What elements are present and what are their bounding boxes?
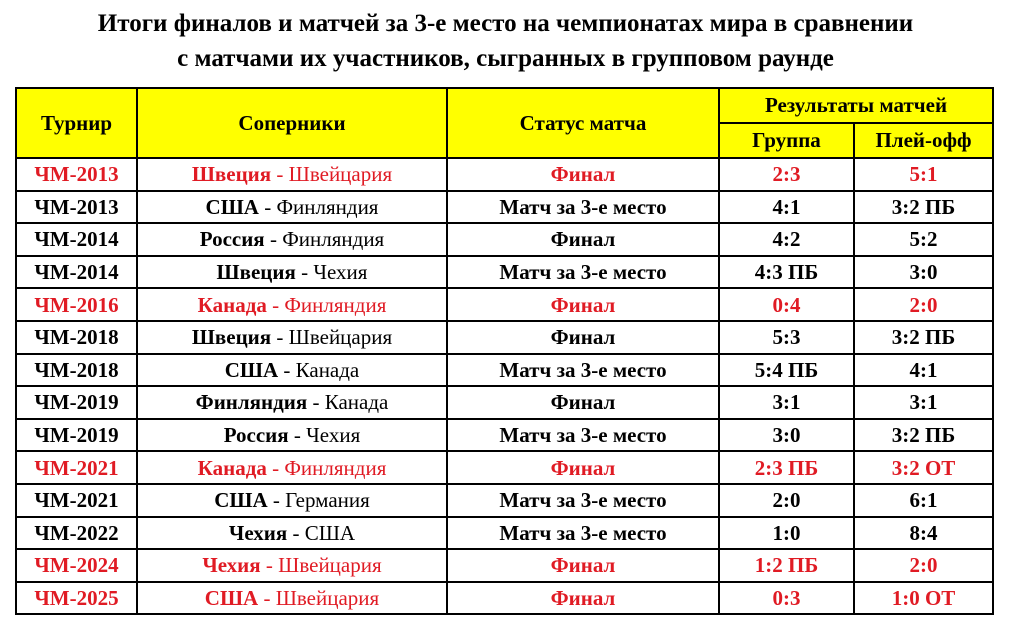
cell-tournament: ЧМ-2021 bbox=[16, 451, 137, 484]
team-separator: - bbox=[258, 586, 276, 611]
team-2: Чехия bbox=[313, 260, 368, 285]
team-separator: - bbox=[266, 455, 285, 480]
cell-tournament: ЧМ-2019 bbox=[16, 419, 137, 452]
cell-tournament: ЧМ-2014 bbox=[16, 256, 137, 289]
page-title bbox=[0, 6, 1011, 76]
cell-status: Финал bbox=[447, 321, 719, 354]
cell-tournament: ЧМ-2022 bbox=[16, 517, 137, 550]
team-separator: - bbox=[271, 325, 289, 350]
table-row bbox=[16, 549, 993, 582]
team-1: США bbox=[224, 357, 279, 382]
cell-group-score: 5:4 ПБ bbox=[719, 354, 854, 387]
header-status: Статус матча bbox=[447, 88, 719, 158]
cell-opponents bbox=[137, 484, 447, 517]
cell-status: Финал bbox=[447, 549, 719, 582]
cell-opponents bbox=[137, 451, 447, 484]
cell-group-score: 4:2 bbox=[719, 223, 854, 256]
cell-tournament: ЧМ-2018 bbox=[16, 354, 137, 387]
cell-status: Финал bbox=[447, 451, 719, 484]
team-separator: - bbox=[260, 553, 279, 578]
header-tournament: Турнир bbox=[16, 88, 137, 158]
cell-group-score: 5:3 bbox=[719, 321, 854, 354]
team-2: Швейцария bbox=[275, 586, 380, 611]
cell-status: Финал bbox=[447, 288, 719, 321]
team-separator: - bbox=[307, 390, 325, 415]
cell-tournament: ЧМ-2021 bbox=[16, 484, 137, 517]
cell-playoff-score: 3:2 ПБ bbox=[854, 191, 993, 224]
cell-status: Финал bbox=[447, 158, 719, 191]
cell-tournament: ЧМ-2019 bbox=[16, 386, 137, 419]
cell-playoff-score: 1:0 ОТ bbox=[854, 582, 993, 615]
cell-playoff-score: 3:1 bbox=[854, 386, 993, 419]
header-group: Группа bbox=[719, 123, 854, 158]
team-1: Швеция bbox=[216, 260, 296, 285]
cell-group-score: 0:4 bbox=[719, 288, 854, 321]
cell-playoff-score: 5:1 bbox=[854, 158, 993, 191]
team-2: США bbox=[304, 520, 356, 545]
cell-opponents bbox=[137, 321, 447, 354]
team-separator: - bbox=[264, 227, 283, 252]
team-1: Канада bbox=[197, 455, 267, 480]
team-2: Чехия bbox=[306, 423, 361, 448]
cell-status: Матч за 3-е место bbox=[447, 256, 719, 289]
team-separator: - bbox=[267, 488, 286, 513]
cell-status: Финал bbox=[447, 386, 719, 419]
team-1: Канада bbox=[197, 292, 267, 317]
team-2: Финляндия bbox=[276, 194, 379, 219]
cell-status: Матч за 3-е место bbox=[447, 517, 719, 550]
team-separator: - bbox=[258, 194, 277, 219]
cell-tournament: ЧМ-2025 bbox=[16, 582, 137, 615]
cell-tournament: ЧМ-2013 bbox=[16, 191, 137, 224]
cell-opponents bbox=[137, 191, 447, 224]
cell-tournament: ЧМ-2014 bbox=[16, 223, 137, 256]
cell-opponents bbox=[137, 256, 447, 289]
team-1: Швеция bbox=[191, 162, 272, 187]
cell-status: Матч за 3-е место bbox=[447, 191, 719, 224]
team-separator: - bbox=[295, 260, 314, 285]
team-2: Швейцария bbox=[278, 553, 382, 578]
team-2: Финляндия bbox=[284, 455, 387, 480]
cell-status: Матч за 3-е место bbox=[447, 419, 719, 452]
cell-playoff-score: 2:0 bbox=[854, 288, 993, 321]
cell-opponents bbox=[137, 288, 447, 321]
team-separator: - bbox=[271, 162, 289, 187]
team-1: Россия bbox=[223, 423, 289, 448]
table-row bbox=[16, 256, 993, 289]
cell-tournament: ЧМ-2018 bbox=[16, 321, 137, 354]
cell-group-score: 3:1 bbox=[719, 386, 854, 419]
cell-status: Матч за 3-е место bbox=[447, 484, 719, 517]
cell-tournament: ЧМ-2024 bbox=[16, 549, 137, 582]
cell-playoff-score: 4:1 bbox=[854, 354, 993, 387]
table-row bbox=[16, 419, 993, 452]
cell-playoff-score: 3:2 ПБ bbox=[854, 419, 993, 452]
header-results: Результаты матчей bbox=[719, 88, 993, 123]
team-1: Чехия bbox=[228, 520, 288, 545]
team-2: Канада bbox=[324, 390, 389, 415]
cell-status: Финал bbox=[447, 223, 719, 256]
cell-group-score: 4:3 ПБ bbox=[719, 256, 854, 289]
table-row bbox=[16, 386, 993, 419]
cell-playoff-score: 3:0 bbox=[854, 256, 993, 289]
cell-tournament: ЧМ-2016 bbox=[16, 288, 137, 321]
cell-opponents bbox=[137, 386, 447, 419]
table-row bbox=[16, 517, 993, 550]
cell-group-score: 0:3 bbox=[719, 582, 854, 615]
results-table bbox=[15, 87, 994, 615]
cell-group-score: 1:0 bbox=[719, 517, 854, 550]
team-1: Финляндия bbox=[195, 390, 308, 415]
cell-playoff-score: 3:2 ПБ bbox=[854, 321, 993, 354]
cell-opponents bbox=[137, 354, 447, 387]
cell-opponents bbox=[137, 158, 447, 191]
cell-group-score: 2:3 ПБ bbox=[719, 451, 854, 484]
title-line-1: Итоги финалов и матчей за 3-е место на чемпионатах мира в сравнении bbox=[97, 10, 914, 37]
cell-group-score: 3:0 bbox=[719, 419, 854, 452]
team-1: Чехия bbox=[202, 553, 261, 578]
cell-opponents bbox=[137, 419, 447, 452]
table-row bbox=[16, 484, 993, 517]
team-1: США bbox=[214, 488, 268, 513]
team-2: Швейцария bbox=[288, 162, 393, 187]
team-separator: - bbox=[288, 423, 307, 448]
team-separator: - bbox=[287, 520, 305, 545]
cell-playoff-score: 3:2 ОТ bbox=[854, 451, 993, 484]
cell-group-score: 4:1 bbox=[719, 191, 854, 224]
title-line-2: с матчами их участников, сыгранных в групповом раунде bbox=[177, 45, 834, 72]
team-1: США bbox=[205, 194, 259, 219]
team-2: Финляндия bbox=[284, 292, 387, 317]
table-row bbox=[16, 451, 993, 484]
cell-group-score: 2:0 bbox=[719, 484, 854, 517]
cell-opponents bbox=[137, 549, 447, 582]
cell-opponents bbox=[137, 517, 447, 550]
table-row bbox=[16, 223, 993, 256]
cell-playoff-score: 2:0 bbox=[854, 549, 993, 582]
table-row bbox=[16, 582, 993, 615]
team-2: Финляндия bbox=[282, 227, 385, 252]
header-playoff: Плей-офф bbox=[854, 123, 993, 158]
team-1: Россия bbox=[199, 227, 265, 252]
cell-playoff-score: 5:2 bbox=[854, 223, 993, 256]
cell-status: Матч за 3-е место bbox=[447, 354, 719, 387]
cell-group-score: 1:2 ПБ bbox=[719, 549, 854, 582]
cell-status: Финал bbox=[447, 582, 719, 615]
team-2: Канада bbox=[295, 357, 360, 382]
team-2: Швейцария bbox=[288, 325, 393, 350]
cell-opponents bbox=[137, 223, 447, 256]
table-row bbox=[16, 321, 993, 354]
cell-playoff-score: 6:1 bbox=[854, 484, 993, 517]
team-separator: - bbox=[266, 292, 285, 317]
cell-opponents bbox=[137, 582, 447, 615]
table-row bbox=[16, 288, 993, 321]
table-body bbox=[16, 158, 993, 614]
cell-group-score: 2:3 bbox=[719, 158, 854, 191]
team-2: Германия bbox=[285, 488, 370, 513]
table-row bbox=[16, 158, 993, 191]
header-row-1 bbox=[16, 88, 993, 123]
table-row bbox=[16, 191, 993, 224]
table-row bbox=[16, 354, 993, 387]
cell-playoff-score: 8:4 bbox=[854, 517, 993, 550]
team-1: США bbox=[204, 586, 259, 611]
team-separator: - bbox=[278, 357, 296, 382]
header-opponents: Соперники bbox=[137, 88, 447, 158]
cell-tournament: ЧМ-2013 bbox=[16, 158, 137, 191]
team-1: Швеция bbox=[191, 325, 272, 350]
